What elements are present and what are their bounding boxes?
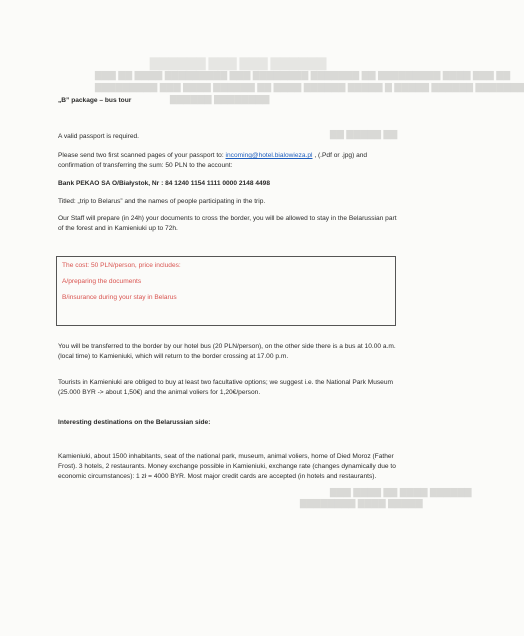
bleed-through: ▇▇ ▇▇▇ ▇▇▇▇ ▇▇▇▇▇▇▇▇▇ ▇▇ ▇▇▇▇▇▇▇ ▇▇▇▇▇▇▇▇ ▇▇▇ ▇▇▇▇▇▇▇▇▇ ▇▇▇▇ ▇▇ ▇▇▇ <box>95 70 511 80</box>
destinations-heading: Interesting destinations on the Belarussian side: <box>58 419 211 426</box>
bleed-through: ▇▇▇▇▇▇▇▇ ▇▇▇▇▇▇ <box>170 94 270 104</box>
package-title: „B” package – bus tour <box>58 97 132 104</box>
bleed-through: ▇▇▇▇▇ ▇▇▇▇ ▇▇▇▇▇▇▇▇ <box>300 498 423 508</box>
tourists-note: Tourists in Kamieniuki are obliged to buy at least two facultative options; we suggest i.e. the National Park Museum (25.000 BYR -> about 1,50€) and the animal voliers for 1,20€/person. <box>58 379 393 397</box>
bank-account: Bank PEKAO SA O/Białystok, Nr : 84 1240 1154 1111 0000 2148 4498 <box>58 180 270 187</box>
staff-note: Our Staff will prepare (in 24h) your documents to cross the border, you will be allowed to stay in the Belarussian part of the forest and in Kamieniuki up to 72h. <box>58 215 397 233</box>
bleed-through: ▇▇▇▇▇▇▇ ▇▇▇▇▇▇ ▇▇▇▇▇ ▇ ▇▇▇▇▇ ▇▇▇▇▇▇ ▇▇▇▇ ▇▇ ▇▇▇▇▇▇ ▇▇▇▇ ▇▇▇ ▇▇▇▇▇▇▇▇▇ <box>95 82 524 92</box>
cost-item-b: B/insurance during your stay in Belarus <box>62 294 177 301</box>
email-link[interactable]: incoming@hotel.bialowieza.pl <box>225 152 313 159</box>
cost-item-a: A/preparing the documents <box>62 278 142 285</box>
bleed-through: ▇▇ ▇▇▇▇▇ ▇▇ <box>330 129 398 139</box>
bleed-through: ▇▇▇▇▇▇ ▇▇▇▇ ▇▇ ▇▇▇▇ ▇▇▇ <box>330 487 472 497</box>
cost-line: The cost: 50 PLN/person, price includes: <box>62 262 181 269</box>
cost-box <box>56 256 396 326</box>
bleed-through: ▇▇▇▇▇▇ ▇▇▇ ▇▇▇ ▇▇▇▇▇▇ <box>150 56 327 70</box>
kamieniuki-description: Kamieniuki, about 1500 inhabitants, seat of the national park, museum, animal voliers, home of Died Moroz (Father Frost). 3 hotels, 2 restaurants. Money exchange possible in Kamieniuki, exchange rate (changes dynamically due to economic circumstances): 1 zł = 4000 BYR. Most major credit cards are accepted (in hotels and restaurants). <box>58 453 396 481</box>
passport-note: A valid passport is required. <box>58 133 139 140</box>
transfer-note: You will be transferred to the border by our hotel bus (20 PLN/person), on the other side there is a bus at 10.00 a.m. (local time) to Kamieniuki, which will return to the border crossing at 17.00 p.m. <box>58 343 396 361</box>
send-text-2: , (.Pdf or .jpg) and confirmation of transferring the sum: 50 PLN to the account: <box>58 152 368 170</box>
send-text-1: Please send two first scanned pages of your passport to: <box>58 152 226 159</box>
titled-note: Titled: „trip to Belarus” and the names of people participating in the trip. <box>58 198 266 205</box>
send-instructions <box>58 151 403 171</box>
